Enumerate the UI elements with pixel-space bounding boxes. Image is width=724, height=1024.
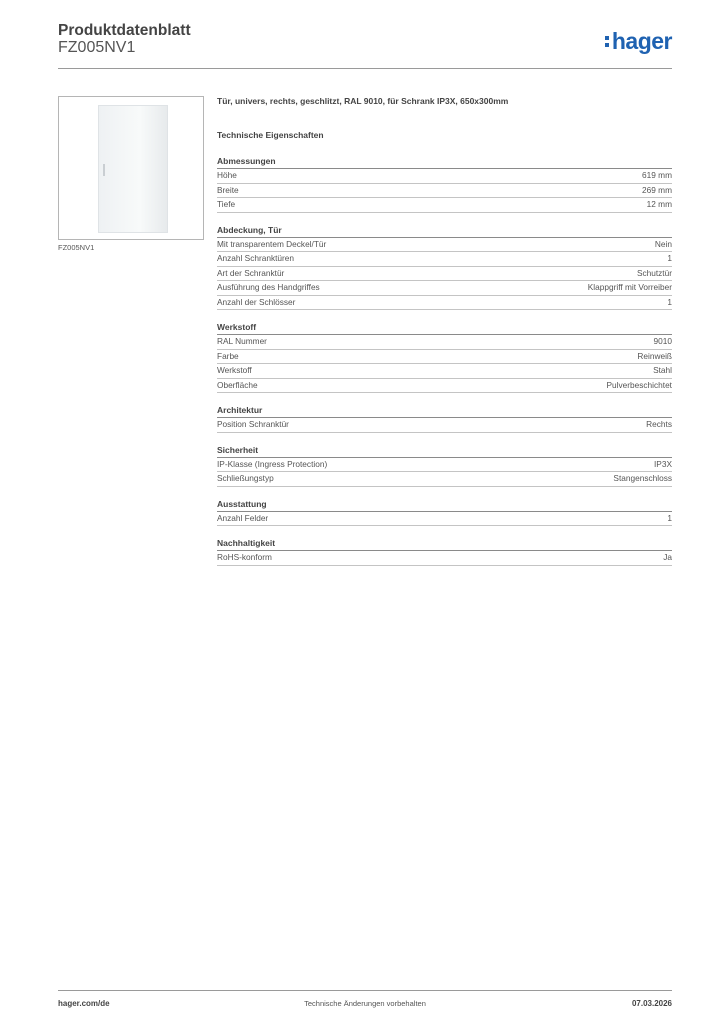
spec-row — [217, 350, 672, 365]
spec-value: Rechts — [646, 419, 672, 429]
spec-label: Art der Schranktür — [217, 267, 285, 278]
page-footer — [58, 990, 672, 1011]
spec-label: Oberfläche — [217, 379, 258, 390]
spec-value: 9010 — [653, 336, 672, 346]
spec-value: Nein — [654, 238, 672, 249]
spec-sections — [217, 156, 672, 566]
spec-value: 269 mm — [642, 184, 672, 195]
spec-label: Tiefe — [217, 199, 236, 209]
spec-label: Anzahl Schranktüren — [217, 253, 295, 263]
spec-content — [217, 96, 672, 566]
spec-label: RAL Nummer — [217, 336, 267, 346]
spec-row — [217, 238, 672, 253]
spec-label: Anzahl Felder — [217, 512, 269, 523]
section-title: Abdeckung, Tür — [217, 225, 672, 238]
section-title: Ausstattung — [217, 499, 672, 512]
technical-properties-heading: Technische Eigenschaften — [217, 130, 324, 140]
spec-label: Höhe — [217, 170, 237, 180]
spec-label: IP-Klasse (Ingress Protection) — [217, 458, 328, 469]
spec-value: 1 — [667, 296, 672, 307]
image-caption: FZ005NV1 — [58, 243, 95, 252]
spec-row — [217, 267, 672, 282]
spec-label: Position Schranktür — [217, 419, 289, 429]
spec-section — [217, 225, 672, 311]
product-description: Tür, univers, rechts, geschlitzt, RAL 9010, für Schrank IP3X, 650x300mm — [217, 96, 509, 106]
spec-row — [217, 458, 672, 473]
spec-value: 1 — [667, 512, 672, 523]
document-title: Produktdatenblatt — [58, 22, 191, 39]
spec-value: Klappgriff mit Vorreiber — [587, 282, 672, 292]
spec-label: Ausführung des Handgriffes — [217, 282, 320, 292]
spec-row — [217, 335, 672, 350]
spec-label: Breite — [217, 184, 239, 195]
spec-row — [217, 512, 672, 527]
section-title: Abmessungen — [217, 156, 672, 169]
spec-row — [217, 169, 672, 184]
spec-value: Schutztür — [636, 267, 672, 278]
footer-notice: Technische Änderungen vorbehalten — [304, 999, 426, 1008]
spec-value: 12 mm — [646, 199, 672, 209]
spec-label: Mit transparentem Deckel/Tür — [217, 238, 327, 249]
spec-section — [217, 322, 672, 393]
section-title: Architektur — [217, 405, 672, 418]
spec-value: Pulverbeschichtet — [606, 379, 672, 390]
section-title: Werkstoff — [217, 322, 672, 335]
page-header — [58, 22, 672, 69]
footer-date: 07.03.2026 — [631, 999, 672, 1008]
spec-label: RoHS-konform — [217, 552, 272, 562]
spec-section — [217, 405, 672, 433]
spec-value: Stangenschloss — [613, 473, 672, 483]
spec-section — [217, 538, 672, 566]
spec-row — [217, 198, 672, 213]
spec-label: Anzahl der Schlösser — [217, 296, 296, 307]
spec-section — [217, 499, 672, 527]
spec-row — [217, 472, 672, 487]
spec-value: IP3X — [654, 458, 672, 469]
product-image — [58, 96, 204, 240]
spec-value: Ja — [663, 552, 672, 562]
spec-row — [217, 252, 672, 267]
spec-value: Stahl — [653, 365, 672, 375]
spec-row — [217, 281, 672, 296]
spec-section — [217, 445, 672, 487]
section-title: Sicherheit — [217, 445, 672, 458]
hager-logo — [605, 28, 672, 54]
spec-row — [217, 551, 672, 566]
spec-label: Werkstoff — [217, 365, 252, 375]
door-illustration-icon — [98, 105, 168, 233]
spec-row — [217, 418, 672, 433]
spec-value: 1 — [667, 253, 672, 263]
spec-value: 619 mm — [642, 170, 672, 180]
spec-row — [217, 184, 672, 199]
product-code: FZ005NV1 — [58, 39, 136, 56]
spec-row — [217, 364, 672, 379]
spec-section — [217, 156, 672, 213]
spec-value: Reinweiß — [637, 350, 672, 361]
logo-wordmark: hager — [611, 27, 672, 54]
spec-row — [217, 379, 672, 394]
footer-website-link[interactable]: hager.com/de — [58, 999, 110, 1008]
section-title: Nachhaltigkeit — [217, 538, 672, 551]
logo-dots-icon — [605, 34, 609, 48]
spec-row — [217, 296, 672, 311]
spec-label: Schließungstyp — [217, 473, 274, 483]
spec-label: Farbe — [217, 350, 239, 361]
